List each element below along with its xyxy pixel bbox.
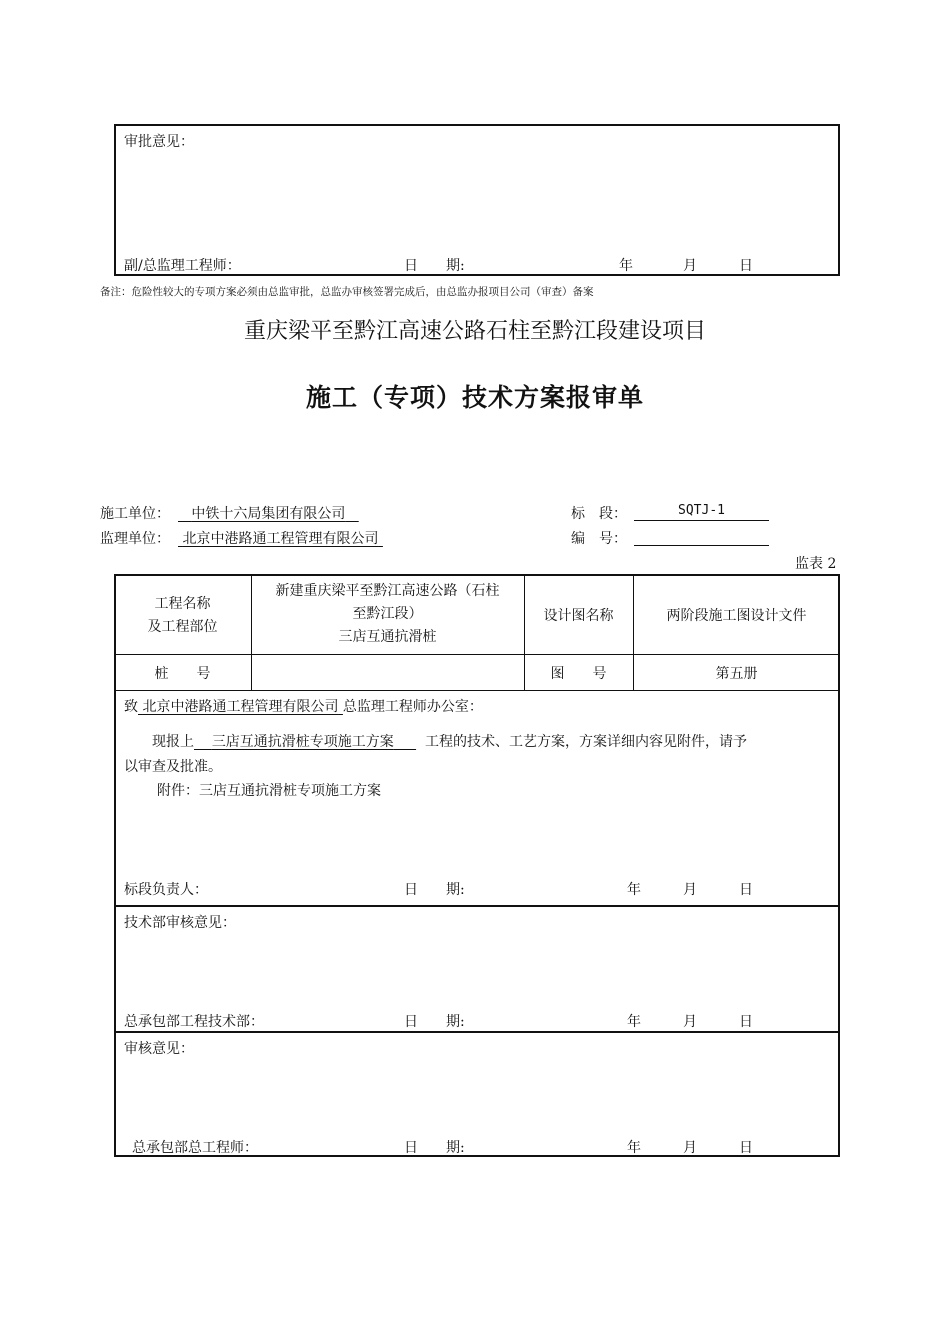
contractor-label: 施工单位： — [100, 506, 170, 522]
project-name-label: 工程名称 及工程部位 — [147, 596, 218, 635]
day-label: 日 — [739, 1014, 753, 1030]
section-value: SQTJ-1 — [678, 503, 725, 518]
day-label: 日 — [739, 1140, 753, 1156]
month-label: 月 — [683, 882, 697, 898]
number-underline — [634, 545, 769, 546]
date-label: 日 期: — [404, 882, 465, 898]
remark-note: 备注：危险性较大的专项方案必须由总监审批，总监办审核签署完成后，由总监办报项目公司（审查）备案 — [100, 286, 594, 298]
row-divider — [114, 905, 840, 907]
date-label: 日 期: — [404, 1014, 465, 1030]
form-title: 施工（专项）技术方案报审单 — [305, 383, 644, 412]
chief-engineer-signer-label: 总承包部总工程师： — [132, 1140, 258, 1156]
report-line: 现报上 三店互通抗滑桩专项施工方案 工程的技术、工艺方案，方案详细内容见附件，请予 — [152, 734, 747, 750]
drawing-number-label: 图 号 — [550, 666, 607, 682]
number-label: 编 号： — [571, 531, 627, 547]
main-form-table — [114, 574, 840, 1157]
date-label: 日 期: — [404, 258, 465, 274]
date-label: 日 期: — [404, 1140, 465, 1156]
chief-engineer-label: 副/总监理工程师： — [124, 258, 241, 274]
design-drawing-label: 设计图名称 — [543, 608, 614, 624]
month-label: 月 — [683, 258, 697, 274]
attachment-line: 附件：三店互通抗滑桩专项施工方案 — [157, 783, 381, 799]
section-label: 标 段： — [571, 506, 627, 522]
tech-dept-signer-label: 总承包部工程技术部： — [124, 1014, 264, 1030]
project-name-value: 新建重庆梁平至黔江高速公路（石柱 至黔江段） 三店互通抗滑桩 — [275, 583, 500, 645]
year-label: 年 — [627, 1014, 641, 1030]
year-label: 年 — [619, 258, 633, 274]
day-label: 日 — [739, 258, 753, 274]
pile-number-label: 桩 号 — [154, 666, 211, 682]
day-label: 日 — [739, 882, 753, 898]
supervisor-value: 北京中港路通工程管理有限公司 — [182, 531, 379, 547]
month-label: 月 — [683, 1140, 697, 1156]
row-divider — [114, 690, 840, 691]
year-label: 年 — [627, 1140, 641, 1156]
review-label: 审核意见： — [124, 1041, 194, 1057]
supervisor-label: 监理单位： — [100, 531, 170, 547]
row-divider — [114, 1031, 840, 1033]
approval-box — [114, 124, 840, 276]
form-code: 监表 2 — [795, 556, 837, 572]
design-drawing-value: 两阶段施工图设计文件 — [666, 608, 807, 624]
project-title: 重庆梁平至黔江高速公路石柱至黔江段建设项目 — [243, 319, 706, 344]
contractor-value: 中铁十六局集团有限公司 — [191, 506, 346, 522]
report-line-2: 以审查及批准。 — [124, 759, 222, 775]
row-divider — [114, 654, 840, 655]
drawing-number-value: 第五册 — [715, 666, 758, 682]
addressee-line: 致 北京中港路通工程管理有限公司 总监理工程师办公室： — [124, 699, 483, 715]
month-label: 月 — [683, 1014, 697, 1030]
tech-review-label: 技术部审核意见： — [124, 915, 236, 931]
year-label: 年 — [627, 882, 641, 898]
section-manager-label: 标段负责人： — [124, 882, 208, 898]
approval-label: 审批意见： — [124, 134, 194, 150]
section-underline — [634, 520, 769, 521]
